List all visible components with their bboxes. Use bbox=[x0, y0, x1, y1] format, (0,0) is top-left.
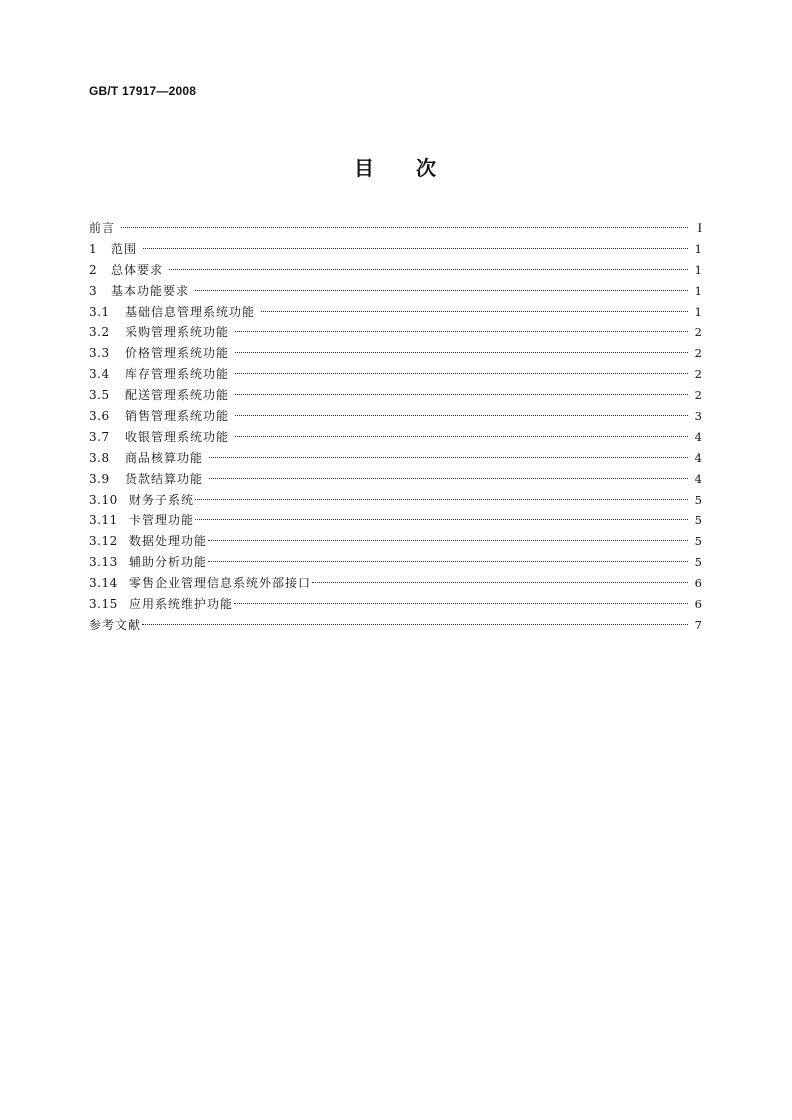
toc-entry-number: 3.11 bbox=[89, 513, 118, 528]
toc-entry-references[interactable] bbox=[89, 615, 702, 636]
toc-entry-3-4[interactable] bbox=[89, 364, 702, 385]
toc-entry-number: 3.13 bbox=[89, 555, 118, 570]
toc-leader-dots bbox=[209, 456, 688, 458]
toc-leader-dots bbox=[208, 539, 688, 541]
toc-entry-number: 3.10 bbox=[89, 492, 118, 507]
toc-entry-label: 零售企业管理信息系统外部接口 bbox=[129, 576, 312, 591]
toc-entry-number: 3 bbox=[89, 283, 98, 298]
toc-entry-page: 2 bbox=[694, 346, 702, 361]
toc-leader-dots bbox=[235, 414, 688, 416]
toc-entry-3-9[interactable] bbox=[89, 469, 702, 490]
toc-entry-page: 4 bbox=[694, 471, 702, 486]
toc-leader-dots bbox=[121, 226, 688, 228]
toc-title-char-2: 次 bbox=[416, 156, 438, 180]
toc-entry-label: 货款结算功能 bbox=[125, 471, 204, 486]
toc-leader-dots bbox=[261, 310, 688, 312]
toc-entry-page: 5 bbox=[694, 492, 702, 507]
toc-entry-page: 1 bbox=[694, 241, 702, 256]
toc-leader-dots bbox=[312, 581, 688, 583]
toc-entry-page: 2 bbox=[694, 367, 702, 382]
toc-entry-label: 范围 bbox=[111, 241, 138, 256]
toc-leader-dots bbox=[195, 498, 688, 500]
toc-entry-page: I bbox=[697, 220, 702, 235]
toc-entry-number: 3.5 bbox=[89, 388, 110, 403]
toc-entry-page: 3 bbox=[694, 409, 702, 424]
table-of-contents bbox=[89, 218, 702, 636]
toc-entry-page: 5 bbox=[694, 534, 702, 549]
toc-entry-3-13[interactable] bbox=[89, 552, 702, 573]
toc-entry-number: 3.3 bbox=[89, 346, 110, 361]
toc-leader-dots bbox=[235, 372, 688, 374]
toc-leader-dots bbox=[169, 268, 688, 270]
toc-entry-page: 4 bbox=[694, 450, 702, 465]
toc-leader-dots bbox=[235, 351, 688, 353]
toc-entry-3-1[interactable] bbox=[89, 302, 702, 323]
toc-entry-3-3[interactable] bbox=[89, 343, 702, 364]
toc-entry-foreword[interactable] bbox=[89, 218, 702, 239]
toc-entry-label: 价格管理系统功能 bbox=[125, 346, 230, 361]
toc-entry-label: 数据处理功能 bbox=[129, 534, 208, 549]
toc-leader-dots bbox=[195, 289, 688, 291]
toc-entry-number: 3.12 bbox=[89, 534, 118, 549]
toc-entry-3-8[interactable] bbox=[89, 448, 702, 469]
toc-entry-label: 库存管理系统功能 bbox=[125, 367, 230, 382]
toc-entry-number: 3.15 bbox=[89, 597, 118, 612]
toc-entry-3-7[interactable] bbox=[89, 427, 702, 448]
toc-entry-label: 卡管理功能 bbox=[129, 513, 195, 528]
toc-entry-label: 总体要求 bbox=[111, 262, 164, 277]
toc-leader-dots bbox=[209, 477, 688, 479]
toc-entry-label: 收银管理系统功能 bbox=[125, 429, 230, 444]
toc-leader-dots bbox=[143, 247, 688, 249]
toc-entry-label: 辅助分析功能 bbox=[129, 555, 208, 570]
toc-entry-label: 前言 bbox=[89, 221, 116, 235]
toc-leader-dots bbox=[235, 435, 688, 437]
toc-entry-label: 财务子系统 bbox=[129, 492, 195, 507]
toc-leader-dots bbox=[142, 623, 688, 625]
toc-leader-dots bbox=[195, 518, 688, 520]
toc-leader-dots bbox=[234, 602, 688, 604]
toc-entry-page: 1 bbox=[694, 262, 702, 277]
toc-entry-number: 3.2 bbox=[89, 325, 110, 340]
toc-entry-page: 2 bbox=[694, 388, 702, 403]
toc-entry-number: 3.4 bbox=[89, 367, 110, 382]
toc-entry-label: 配送管理系统功能 bbox=[125, 388, 230, 403]
toc-entry-number: 3.6 bbox=[89, 409, 110, 424]
toc-entry-label: 参考文献 bbox=[89, 617, 142, 632]
toc-entry-3-12[interactable] bbox=[89, 531, 702, 552]
toc-entry-number: 1 bbox=[89, 241, 98, 256]
toc-leader-dots bbox=[235, 393, 688, 395]
toc-entry-2[interactable] bbox=[89, 260, 702, 281]
toc-entry-page: 1 bbox=[694, 283, 702, 298]
toc-entry-number: 3.1 bbox=[89, 304, 110, 319]
toc-entry-page: 1 bbox=[694, 304, 702, 319]
toc-entry-page: 4 bbox=[694, 429, 702, 444]
toc-entry-number: 3.8 bbox=[89, 450, 110, 465]
toc-entry-3-2[interactable] bbox=[89, 322, 702, 343]
toc-entry-label: 销售管理系统功能 bbox=[125, 409, 230, 424]
toc-entry-page: 7 bbox=[694, 617, 702, 632]
standard-code: GB/T 17917—2008 bbox=[89, 84, 197, 98]
toc-entry-label: 商品核算功能 bbox=[125, 450, 204, 465]
toc-entry-page: 5 bbox=[694, 513, 702, 528]
toc-entry-page: 5 bbox=[694, 555, 702, 570]
toc-entry-3-15[interactable] bbox=[89, 594, 702, 615]
toc-entry-3[interactable] bbox=[89, 281, 702, 302]
toc-entry-page: 2 bbox=[694, 325, 702, 340]
toc-entry-page: 6 bbox=[694, 576, 702, 591]
toc-title-char-1: 目 bbox=[354, 156, 376, 180]
toc-leader-dots bbox=[235, 330, 688, 332]
toc-entry-3-10[interactable] bbox=[89, 490, 702, 511]
toc-entry-label: 采购管理系统功能 bbox=[125, 325, 230, 340]
toc-entry-3-6[interactable] bbox=[89, 406, 702, 427]
toc-entry-label: 基础信息管理系统功能 bbox=[125, 304, 256, 319]
toc-entry-3-14[interactable] bbox=[89, 573, 702, 594]
toc-entry-number: 3.7 bbox=[89, 429, 110, 444]
toc-entry-3-11[interactable] bbox=[89, 510, 702, 531]
toc-entry-page: 6 bbox=[694, 597, 702, 612]
toc-entry-number: 3.14 bbox=[89, 576, 118, 591]
toc-entry-label: 应用系统维护功能 bbox=[129, 597, 234, 612]
toc-entry-1[interactable] bbox=[89, 239, 702, 260]
toc-entry-number: 3.9 bbox=[89, 471, 110, 486]
toc-leader-dots bbox=[208, 560, 688, 562]
toc-entry-number: 2 bbox=[89, 262, 98, 277]
toc-entry-3-5[interactable] bbox=[89, 385, 702, 406]
toc-title bbox=[0, 152, 792, 181]
toc-entry-label: 基本功能要求 bbox=[111, 283, 190, 298]
